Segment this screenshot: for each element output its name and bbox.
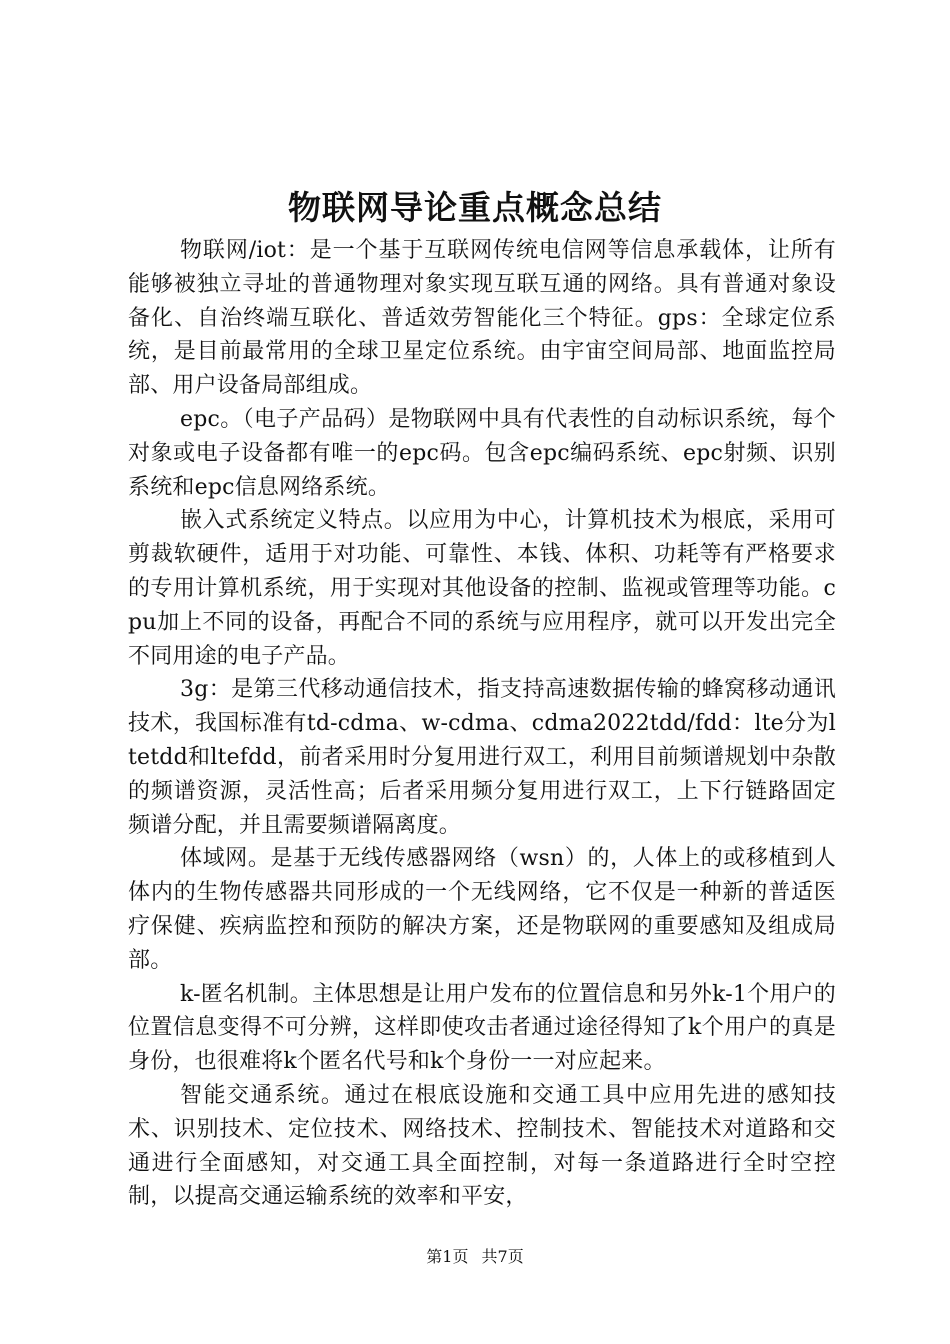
document-title: 物联网导论重点概念总结 bbox=[288, 188, 662, 227]
page-footer bbox=[0, 1245, 950, 1269]
paragraph-body-area-network: 体域网。是基于无线传感器网络（wsn）的，人体上的或移植到人体内的生物传感器共同形成的一个无线网络，它不仅是一种新的普适医疗保健、疾病监控和预防的解决方案，还是物联网的重要感知及组成局部。 bbox=[128, 846, 836, 973]
paragraph-iot-definition: 物联网/iot：是一个基于互联网传统电信网等信息承载体，让所有能够被独立寻址的普通物理对象实现互联互通的网络。具有普通对象设备化、自治终端互联化、普适效劳智能化三个特征。gps：全球定位系统，是目前最常用的全球卫星定位系统。由宇宙空间局部、地面监控局部、用户设备局部组成。 bbox=[128, 238, 836, 399]
document-body bbox=[128, 234, 836, 1214]
paragraph-epc: epc。（电子产品码）是物联网中具有代表性的自动标识系统，每个对象或电子设备都有唯一的epc码。包含epc编码系统、epc射频、识别系统和epc信息网络系统。 bbox=[128, 406, 836, 500]
page-total: 共7页 bbox=[481, 1247, 524, 1266]
paragraph-intelligent-transport: 智能交通系统。通过在根底设施和交通工具中应用先进的感知技术、识别技术、定位技术、网络技术、控制技术、智能技术对道路和交通进行全面感知，对交通工具全面控制，对每一条道路进行全时空控制，以提高交通运输系统的效率和平安， bbox=[128, 1082, 836, 1210]
paragraph-k-anonymity: k-匿名机制。主体思想是让用户发布的位置信息和另外k-1个用户的位置信息变得不可分辨，这样即使攻击者通过途径得知了k个用户的真是身份，也很难将k个匿名代号和k个身份一一对应起来。 bbox=[128, 981, 836, 1075]
page-number: 第1页 bbox=[426, 1247, 469, 1266]
paragraph-embedded-system: 嵌入式系统定义特点。以应用为中心，计算机技术为根底，采用可剪裁软硬件，适用于对功能、可靠性、本钱、体积、功耗等有严格要求的专用计算机系统，用于实现对其他设备的控制、监视或管理等功能。cpu加上不同的设备，再配合不同的系统与应用程序，就可以开发出完全不同用途的电子产品。 bbox=[128, 508, 836, 669]
paragraph-3g: 3g：是第三代移动通信技术，指支持高速数据传输的蜂窝移动通讯技术，我国标准有td-cdma、w-cdma、cdma2022tdd/fdd：lte分为ltetdd和ltefdd，前者采用时分复用进行双工，利用目前频谱规划中杂散的频谱资源，灵活性高；后者采用频分复用进行双工，上下行链路固定频谱分配，并且需要频谱隔离度。 bbox=[128, 677, 836, 838]
